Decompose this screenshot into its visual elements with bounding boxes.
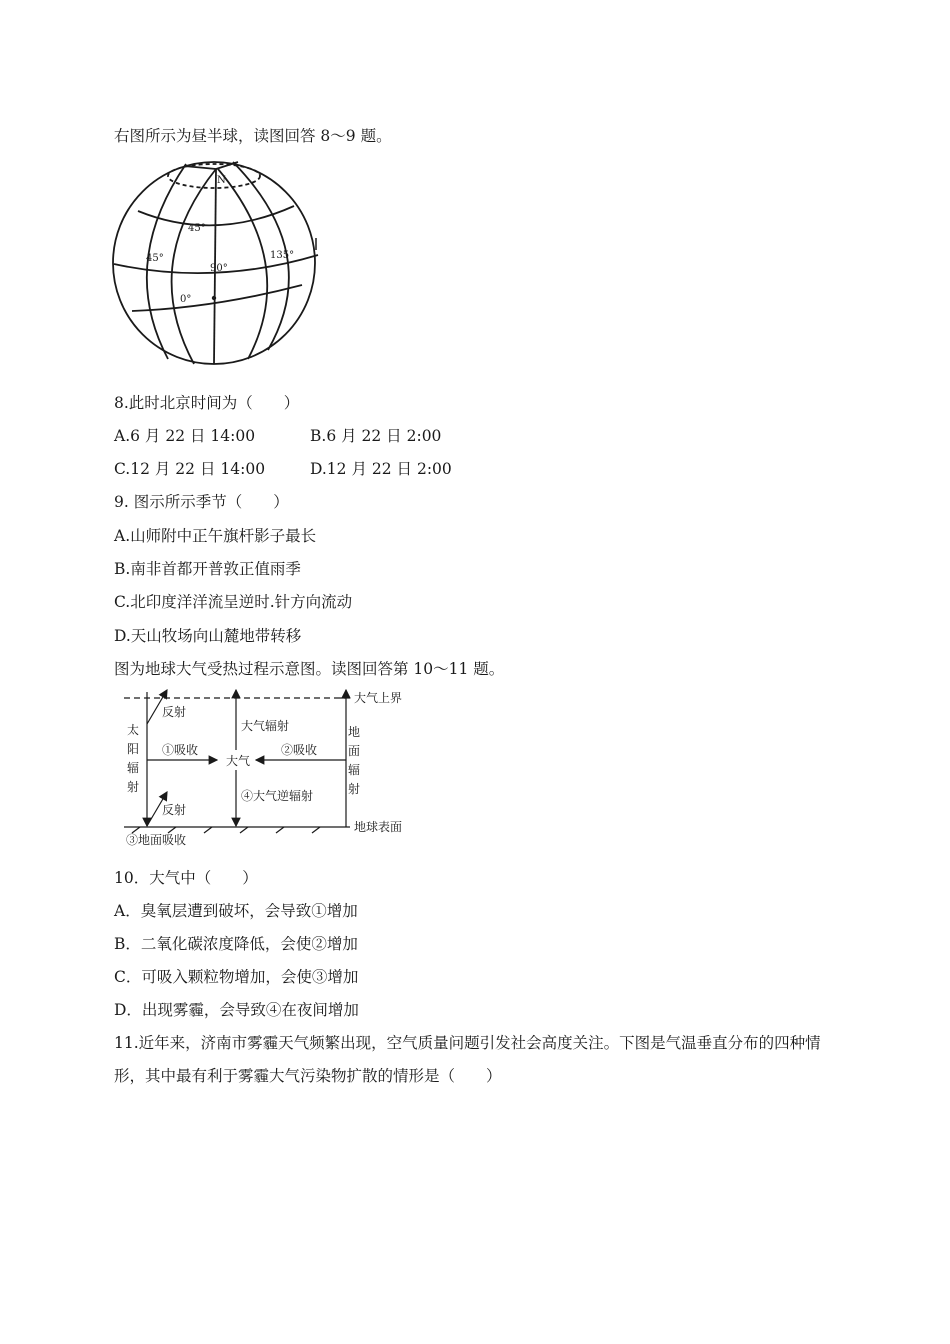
equator xyxy=(132,285,302,311)
question-10-option-d: D．出现雾霾，会导致④在夜间增加 xyxy=(114,1001,359,1019)
label-solar-1: 太 xyxy=(127,723,140,737)
question-8-row-2 xyxy=(114,459,452,479)
label-solar-4: 射 xyxy=(127,780,140,794)
label-solar-2: 阳 xyxy=(127,742,140,756)
label-ground-4: 射 xyxy=(348,782,361,796)
globe-intro: 右图所示为昼半球，读图回答 8～9 题。 xyxy=(114,127,392,145)
question-10-option-c: C．可吸入颗粒物增加，会使③增加 xyxy=(114,968,359,986)
question-9-option-d: D.天山牧场向山麓地带转移 xyxy=(114,627,302,645)
question-8-option-b: B.6 月 22 日 2:00 xyxy=(310,427,442,445)
label-solar-3: 辐 xyxy=(127,761,140,775)
globe-label-lat0: 0° xyxy=(180,294,192,305)
question-10-option-a: A．臭氧层遭到破坏，会导致①增加 xyxy=(114,902,358,920)
question-11-stem: 11.近年来，济南市雾霾天气频繁出现，空气质量问题引发社会高度关注。下图是气温垂直分布的四种情形，其中最有利于雾霾大气污染物扩散的情形是（ ） xyxy=(114,1034,821,1085)
question-8-option-a: A.6 月 22 日 14:00 xyxy=(114,427,256,445)
question-10-option-b: B．二氧化碳浓度降低，会使②增加 xyxy=(114,935,358,953)
label-reflect-bottom: 反射 xyxy=(162,803,187,817)
globe-label-north: N xyxy=(217,175,226,186)
label-absorb-1: ①吸收 xyxy=(162,743,199,757)
question-10-stem: 10．大气中（ ） xyxy=(114,869,258,887)
question-8-stem: 8.此时北京时间为（ ） xyxy=(114,394,300,412)
label-earth-surface: 地球表面 xyxy=(354,820,403,834)
atmosphere-intro: 图为地球大气受热过程示意图。读图回答第 10～11 题。 xyxy=(114,660,505,678)
daylight-hemisphere-globe xyxy=(108,154,323,372)
globe-label-lon45: 45° xyxy=(146,253,164,264)
label-ground-3: 辐 xyxy=(348,763,361,777)
question-9-option-a: A.山师附中正午旗杆影子最长 xyxy=(114,527,317,545)
label-reflect-top: 反射 xyxy=(162,705,187,719)
label-atmo-radiation: 大气辐射 xyxy=(241,719,290,733)
globe-label-lon90: 90° xyxy=(210,263,228,274)
atmosphere-heating-diagram xyxy=(118,686,423,848)
label-atmosphere: 大气 xyxy=(226,754,251,768)
label-ground-1: 地 xyxy=(348,725,361,739)
question-8-option-d: D.12 月 22 日 2:00 xyxy=(310,460,452,478)
globe-label-lon135: 135° xyxy=(270,250,295,261)
question-8-row-1 xyxy=(114,426,442,446)
question-9-option-c: C.北印度洋洋流呈逆时.针方向流动 xyxy=(114,593,353,611)
label-counter-radiation: ④大气逆辐射 xyxy=(241,789,314,803)
label-ground-absorb: ③地面吸收 xyxy=(126,833,187,847)
globe-label-lat45: 45° xyxy=(188,223,206,234)
label-absorb-2: ②吸收 xyxy=(281,743,318,757)
label-ground-2: 面 xyxy=(348,744,361,758)
question-9-stem: 9. 图示所示季节（ ） xyxy=(114,493,289,511)
question-8-option-c: C.12 月 22 日 14:00 xyxy=(114,460,266,478)
label-top-boundary: 大气上界 xyxy=(354,691,403,705)
question-9-option-b: B.南非首都开普敦正值雨季 xyxy=(114,560,301,578)
